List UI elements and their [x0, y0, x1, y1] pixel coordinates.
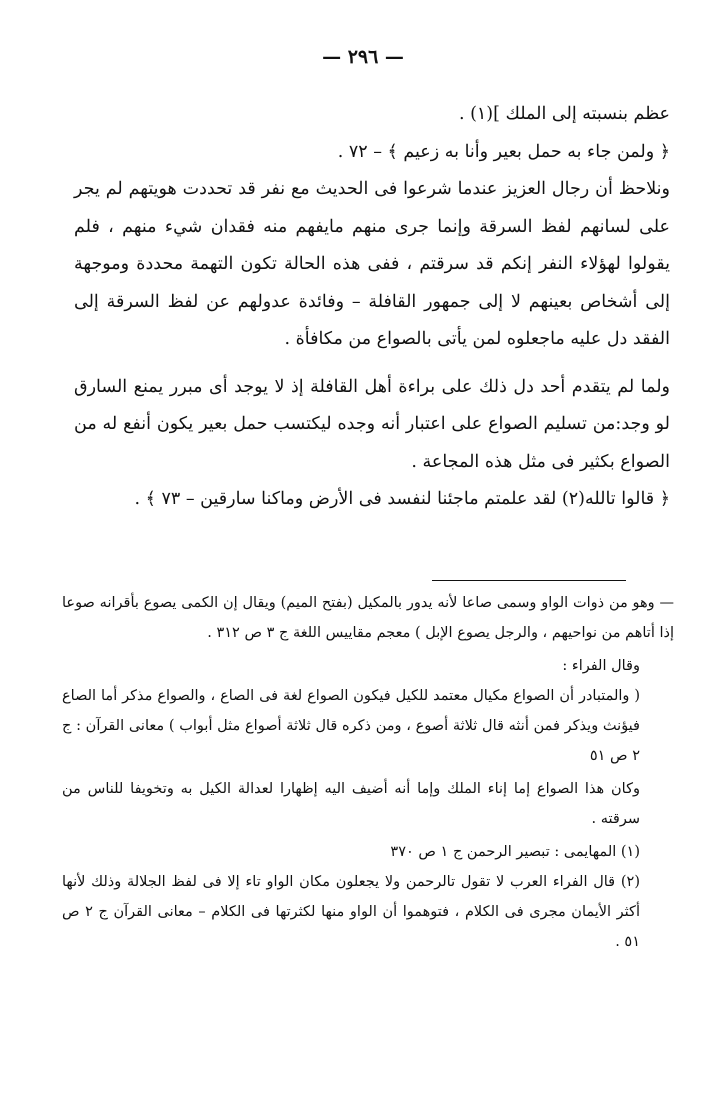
- page-number: — ٢٩٦ —: [322, 46, 404, 68]
- verse-73: ﴿ قالوا تالله(٢) لقد علمتم ماجئنا لنفسد فى الأرض وماكنا سارقين – ٧٣ ﴾ .: [134, 489, 670, 509]
- paragraph-quote-end: عظم بنسبته إلى الملك ](١) .: [458, 104, 670, 124]
- footnote-1: (١) المهايمى : تبصير الرحمن ج ١ ص ٣٧٠: [390, 844, 640, 860]
- paragraph-commentary-2: ولما لم يتقدم أحد دل ذلك على براءة أهل القافلة إذ لا يوجد أى مبرر يمنع السارق لو وجد:من تسليم الصواع على اعتبار أنه وجده ليكتسب حمل بعير يكون أنفع له من الصواع بكثير فى مثل هذه المجاعة .: [74, 376, 670, 472]
- footnote-sawa-note: وكان هذا الصواع إما إناء الملك وإما أنه أضيف اليه إظهارا لعدالة الكيل به وتخويفا للناس من سرقته .: [62, 781, 640, 827]
- verse-72: ﴿ ولمن جاء به حمل بعير وأنا به زعيم ﴾ – ٧٢ .: [337, 141, 670, 162]
- footnote-farra-intro: وقال الفراء :: [562, 658, 640, 674]
- paragraph-commentary-1: ونلاحظ أن رجال العزيز عندما شرعوا فى الحديث مع نفر قد تحددت هويتهم لم يجر على لسانهم لفظ السرقة وإنما جرى منهم مايفهم منه فقدان شيء منهم ، فلم يقولوا لهؤلاء النفر إنكم قد سرقتم ، ففى هذه الحالة تكون التهمة محددة وموجهة إلى أشخاص بعينهم لا إلى جمهور القافلة – وفائدة عدولهم عن لفظ السرقة إلى الفقد دل عليه ماجعلوه لمن يأتى بالصواع من مكافأة .: [74, 179, 670, 349]
- footnote-farra-quote: ( والمتبادر أن الصواع مكيال معتمد للكيل فيكون الصواع لغة فى الصاع ، والصواع مذكر أما الصاع فيؤنث ويذكر فمن أنثه قال ثلاثة أصوع ، ومن ذكره قال ثلاثة أصواع مثل أبواب ) معانى القرآن : ج ٢ ص ٥١: [62, 688, 640, 764]
- footnotes: [62, 588, 674, 957]
- footnote-continuation: — وهو من ذوات الواو وسمى صاعا لأنه يدور بالمكيل (بفتح الميم) ويقال إن الكمى يصوع بأقرانه صوعا إذا أتاهم من نواحيهم ، والرجل يصوع الإبل ) معجم مقاييس اللغة ج ٣ ص ٣١٢ .: [62, 595, 674, 641]
- main-text: [74, 96, 670, 519]
- footnote-2: (٢) قال الفراء العرب لا تقول تالرحمن ولا يجعلون مكان الواو تاء إلا فى لفظ الجلالة وذلك لأنها أكثر الأيمان مجرى فى الكلام ، فتوهموا أن الواو منها لكثرتها فى الكلام – معانى القرآن ج ٢ ص ٥١ .: [62, 874, 640, 950]
- footnote-divider: [432, 580, 626, 581]
